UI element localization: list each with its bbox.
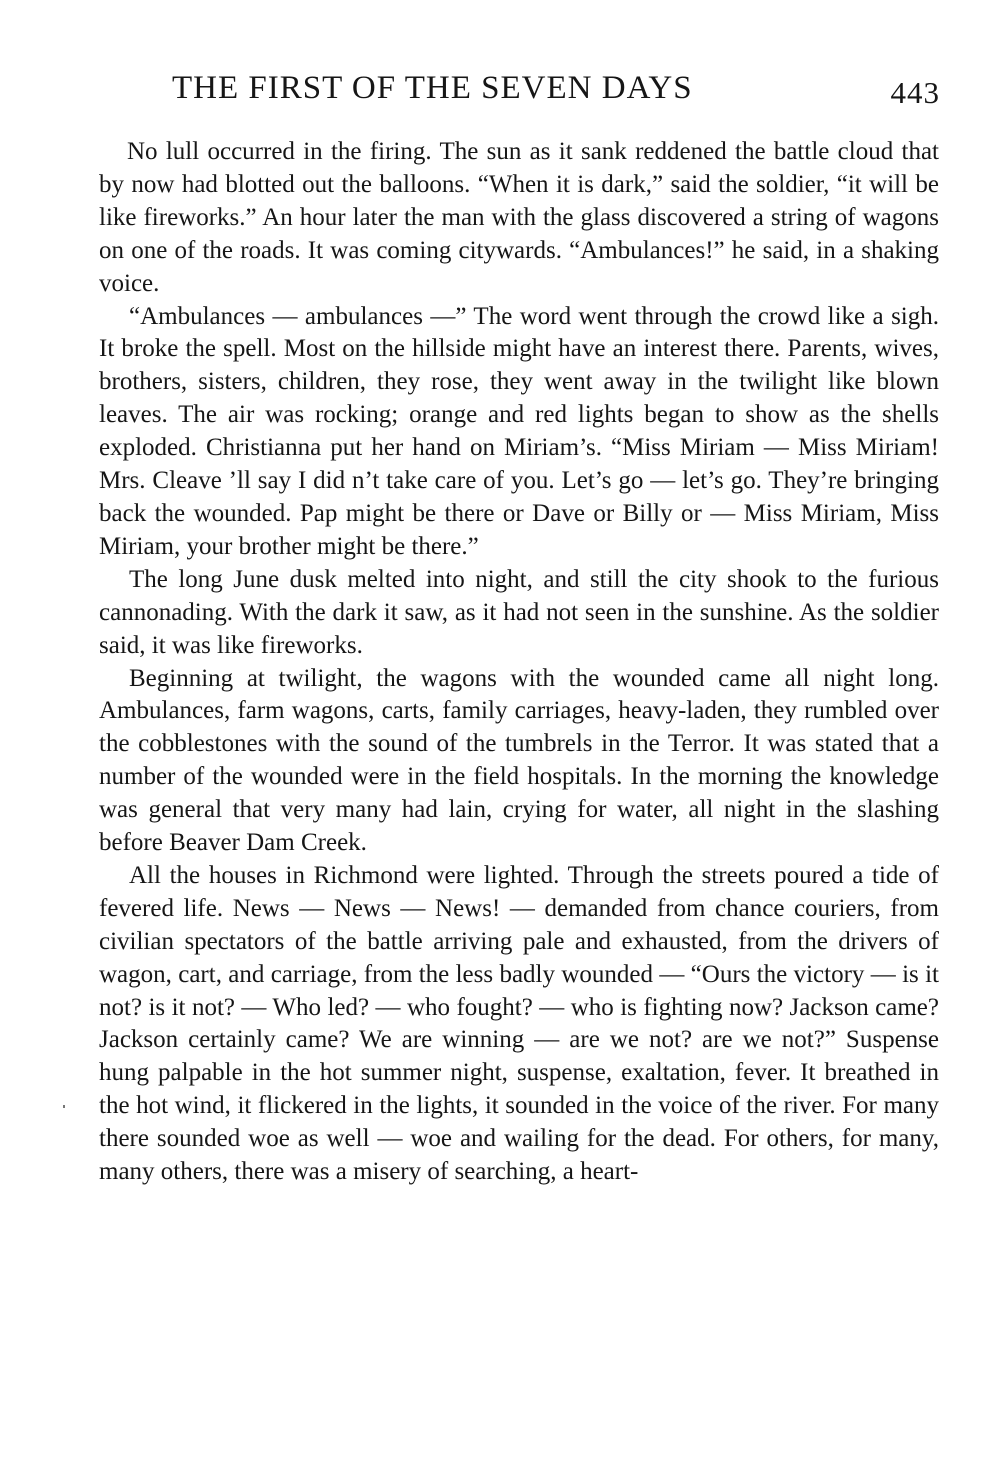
page-number: 443 — [890, 75, 940, 110]
paragraph-1: No lull occurred in the firing. The sun as it sank reddened the battle cloud that by now had blotted out the balloons. “When it is dark,” said the soldier, “it will be like fireworks.” An hour later the man with the glass discovered a string of wagons on one of the roads. It was coming citywards. “Ambulances!” he said, in a shaking voice. — [99, 138, 939, 297]
running-head: THE FIRST OF THE SEVEN DAYS — [172, 70, 693, 106]
paragraph-4: Beginning at twilight, the wagons with the wounded came all night long. Ambulances, farm wagons, carts, family carriages, heavy-laden, they rumbled over the cobblestones with the sound of the tumbrels in the Terror. It was stated that a number of the wounded were in the field hospitals. In the morning the knowledge was general that very many had lain, crying for water, all night in the slashing before Beaver Dam Creek. — [99, 664, 939, 857]
page-header — [172, 66, 940, 110]
margin-speck — [63, 1105, 65, 1108]
paragraph-3: The long June dusk melted into night, and still the city shook to the furious cannonading. With the dark it saw, as it had not seen in the sunshine. As the soldier said, it was like fireworks. — [99, 565, 939, 659]
paragraph-2: “Ambulances — ambulances —” The word went through the crowd like a sigh. It broke the spell. Most on the hillside might have an interest there. Parents, wives, brothers, sisters, children, they rose, they went away in the twilight like blown leaves. The air was rocking; orange and red lights began to show as the shells exploded. Christianna put her hand on Miriam’s. “Miss Miriam — Miss Miriam! Mrs. Cleave ’ll say I did n’t take care of you. Let’s go — let’s go. They’re bringing back the wounded. Pap might be there or Dave or Billy or — Miss Miriam, Miss Miriam, your brother might be there.” — [99, 302, 939, 560]
paragraph-5: All the houses in Richmond were lighted. Through the streets poured a tide of fevered life. News — News — News! — demanded from chance couriers, from civilian spectators of the battle arriving pale and exhausted, from the drivers of wagon, cart, and carriage, from the less badly wounded — “Ours the victory — is it not? is it not? — Who led? — who fought? — who is fighting now? Jackson came? Jackson certainly came? We are winning — are we not? are we not?” Suspense hung palpable in the hot summer night, suspense, exaltation, fever. It breathed in the hot wind, it flickered in the lights, it sounded in the voice of the river. For many there sounded woe as well — woe and wailing for the dead. For others, for many, many others, there was a misery of searching, a heart- — [99, 861, 939, 1186]
body-text — [99, 136, 939, 1189]
